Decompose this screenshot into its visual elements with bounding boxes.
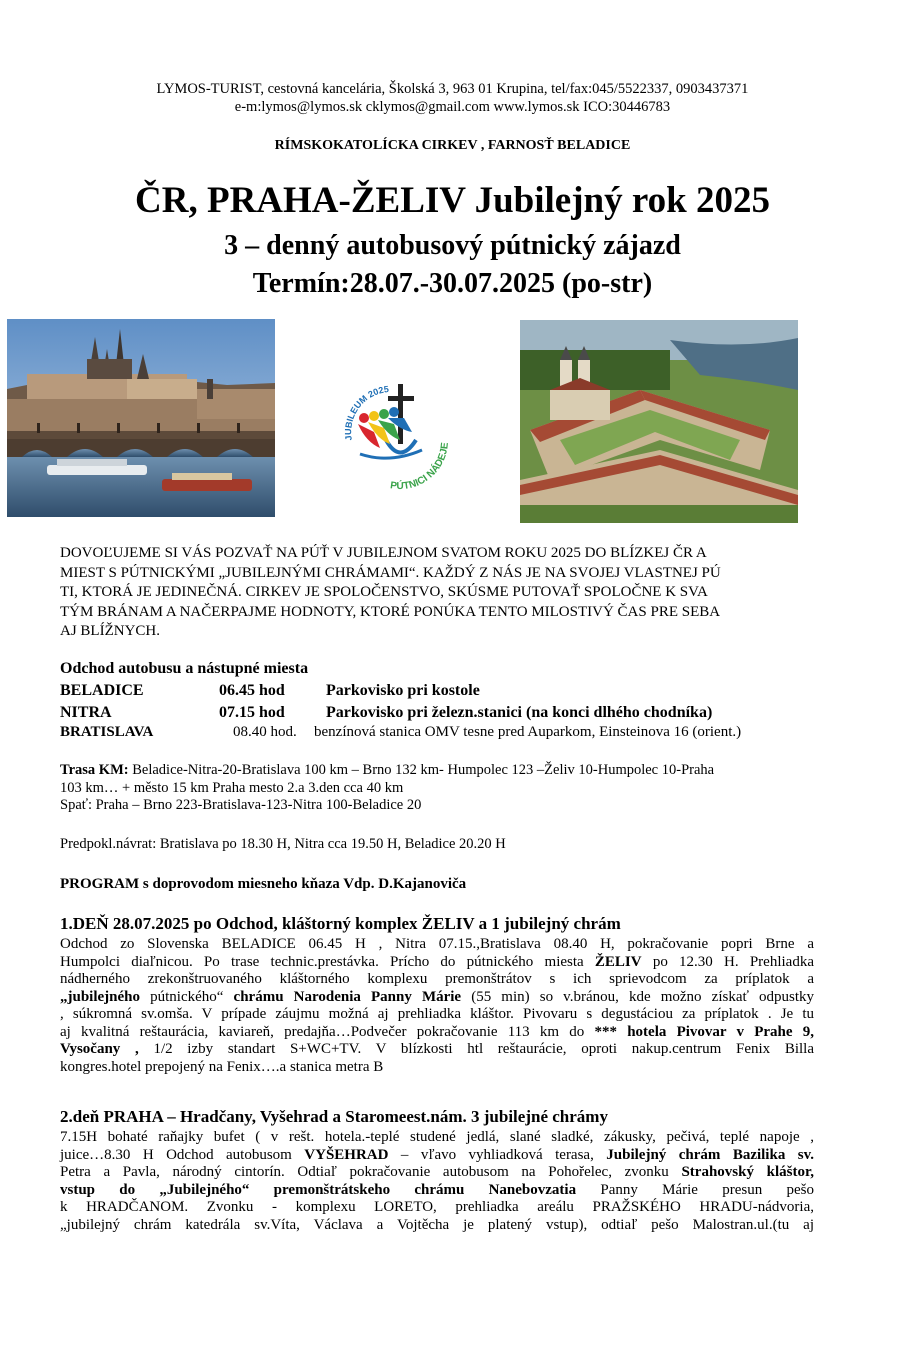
agency-contact-line1: LYMOS-TURIST, cestovná kancelária, Školská 3, 963 01 Krupina, tel/fax:045/5522337, 0903437371 [156, 81, 749, 97]
departure-time: 07.15 hod [219, 704, 285, 721]
hotel-name: *** hotela Pivovar v Prahe 9, [594, 1023, 814, 1040]
strahov-place: Strahovský kláštor, [681, 1164, 815, 1180]
day2-line: 7.15H bohaté raňajky bufet ( v rešt. hotela.-teplé studené jedlá, slané sladké, zákusky, pečivá, teplé napoje , [60, 1129, 814, 1145]
day1-line: nádherného zrekonštruovaného kláštorného komplexu premonštrátov s ich sprievodcom za príplatok a [60, 971, 814, 987]
page-subtitle: 3 – denný autobusový pútnický zájazd [224, 230, 681, 261]
departure-city: NITRA [60, 704, 112, 721]
invitation-line: AJ BLÍŽNYCH. [60, 623, 160, 639]
logo-arc-text: JUBILEUM 2025 [343, 384, 390, 442]
program-heading: PROGRAM s doprovodom miesneho kňaza Vdp. D.Kajanoviča [60, 876, 467, 892]
day2-line: „jubilejný chrám katedrála sv.Víta, Václava a Vojtěcha je platený vstup), odtiaľ pešo Malostran.ul.(tu aj [60, 1216, 814, 1233]
day1-line: aj kvalitná reštaurácia, kaviareň, predajňa…Podvečer pokračovanie 113 km do *** hotela Pivovar v Prahe 9, [60, 1023, 814, 1040]
invitation-line: MIEST S PÚTNICKÝMI „JUBILEJNÝMI CHRÁMAMI“. KAŽDÝ Z NÁS JE NA SVOJEJ VLASTNEJ PÚ [60, 564, 721, 581]
agency-contact-line2: e-m:lymos@lymos.sk cklymos@gmail.com www.lymos.sk ICO:30446783 [234, 99, 671, 115]
page-title: ČR, PRAHA-ŽELIV Jubilejný rok 2025 [135, 180, 770, 221]
day1-heading: 1.DEŇ 28.07.2025 po Odchod, kláštorný komplex ŽELIV a 1 jubilejný chrám [60, 914, 621, 933]
church-name: chrámu Narodenia Panny Márie [233, 988, 462, 1005]
day1-line: Humpolci diaľnicou. Po trase technic.prestávka. Prícho do pútnického miesta ŽELIV po 12.30 H. Prehliadka [60, 953, 814, 970]
day1-line: Vysočany , 1/2 izby standart S+WC+TV. V blízkosti htl reštaurácie, oproti nakup.centrum Fenix Billa [60, 1041, 815, 1057]
day2-line: Petra a Pavla, národný cintorín. Odtiaľ pokračovanie autobusom na Pohořelec, zvonku Strahovský kláštor, [60, 1164, 815, 1180]
departure-place: Parkovisko pri železn.stanici (na konci dlhého chodníka) [326, 704, 713, 721]
logo-bottom-text: PÚTNICI NÁDEJE [389, 441, 451, 493]
jubilee-2025-pilgrims-of-hope-logo [330, 370, 460, 500]
day2-line: vstup do „Jubilejného“ premonštrátskeho chrámu Nanebovzatia Panny Márie presun pešo [60, 1181, 814, 1198]
day2-text [60, 1129, 814, 1234]
day1-line: , súkromná sv.omša. V prípade záujmu možná aj prehliadka kláštor. Pivovaru s degustáciou za príplatok . Je tu [60, 1006, 814, 1022]
departure-place: benzínová stanica OMV tesne pred Auparkom, Einsteinova 16 (orient.) [314, 724, 742, 740]
prague-castle-charles-bridge-photo [7, 319, 275, 517]
route-label: Trasa KM: [60, 762, 129, 778]
departures-heading: Odchod autobusu a nástupné miesta [60, 660, 309, 677]
return-info: Predpokl.návrat: Bratislava po 18.30 H, Nitra cca 19.50 H, Beladice 20.20 H [60, 836, 506, 852]
zeliv-monastery-aerial-photo [520, 320, 798, 523]
day2-heading: 2.deň PRAHA – Hradčany, Vyšehrad a Staromeest.nám. 3 jubilejné chrámy [60, 1107, 608, 1126]
departure-city: BRATISLAVA [60, 724, 154, 740]
vysehrad-place: VYŠEHRAD [304, 1146, 389, 1163]
organizer: RÍMSKOKATOLÍCKA CIRKEV , FARNOSŤ BELADICE [274, 138, 631, 153]
trip-dates: Termín:28.07.-30.07.2025 (po-str) [252, 268, 653, 299]
day2-line: k HRADČANOM. Zvonku - komplexu LORETO, prehliadka areálu PRAŽSKÉHO HRADU-nádvoria, [60, 1199, 814, 1215]
invitation-line: DOVOĽUJEME SI VÁS POZVAŤ NA PÚŤ V JUBILEJNOM SVATOM ROKU 2025 DO BLÍZKEJ ČR A [60, 545, 707, 561]
day2-line: juice…8.30 H Odchod autobusom VYŠEHRAD – vľavo vyhliadková terasa, Jubilejný chrám Bazilika sv. [60, 1146, 815, 1163]
invitation-line: TI, KTORÁ JE JEDINEČNÁ. CIRKEV JE SPOLOČENSTVO, SKÚSME PUTOVAŤ SPOLOČNE K SVA [60, 584, 708, 600]
route-block [60, 762, 820, 815]
day1-line: kongres.hotel prepojený na Fenix….a stanica metra B [60, 1058, 384, 1075]
zeliv-place: ŽELIV [594, 953, 642, 970]
route-line [60, 762, 820, 780]
day1-line: „jubilejného pútnického“ chrámu Narodenia Panny Márie (55 min) so v.bránou, kde možno získať odpustky [60, 988, 815, 1005]
departure-row [60, 703, 840, 723]
route-line: Spať: Praha – Brno 223-Bratislava-123-Nitra 100-Beladice 20 [60, 797, 422, 813]
invitation-text [60, 544, 820, 642]
invitation-line: TÝM BRÁNAM A NAČERPAJME HODNOTY, KTORÉ PONÚKA TENTO MILOSTIVÝ ČAS PRE SEBA [60, 603, 721, 620]
route-text: Beladice-Nitra-20-Bratislava 100 km – Brno 132 km- Humpolec 123 –Želiv 10-Humpolec 10-Praha [132, 762, 715, 778]
departure-time: 06.45 hod [219, 682, 285, 699]
day1-text [60, 936, 814, 1076]
departure-row [60, 722, 840, 742]
departure-row [60, 681, 840, 701]
departure-city: BELADICE [60, 682, 144, 699]
route-line: 103 km… + město 15 km Praha mesto 2.a 3.den cca 40 km [60, 779, 404, 796]
day1-line: Odchod zo Slovenska BELADICE 06.45 H , Nitra 07.15.,Bratislava 08.40 H, pokračovanie popri Brne a [60, 936, 814, 952]
departure-place: Parkovisko pri kostole [326, 682, 480, 699]
departure-time: 08.40 hod. [233, 724, 297, 740]
